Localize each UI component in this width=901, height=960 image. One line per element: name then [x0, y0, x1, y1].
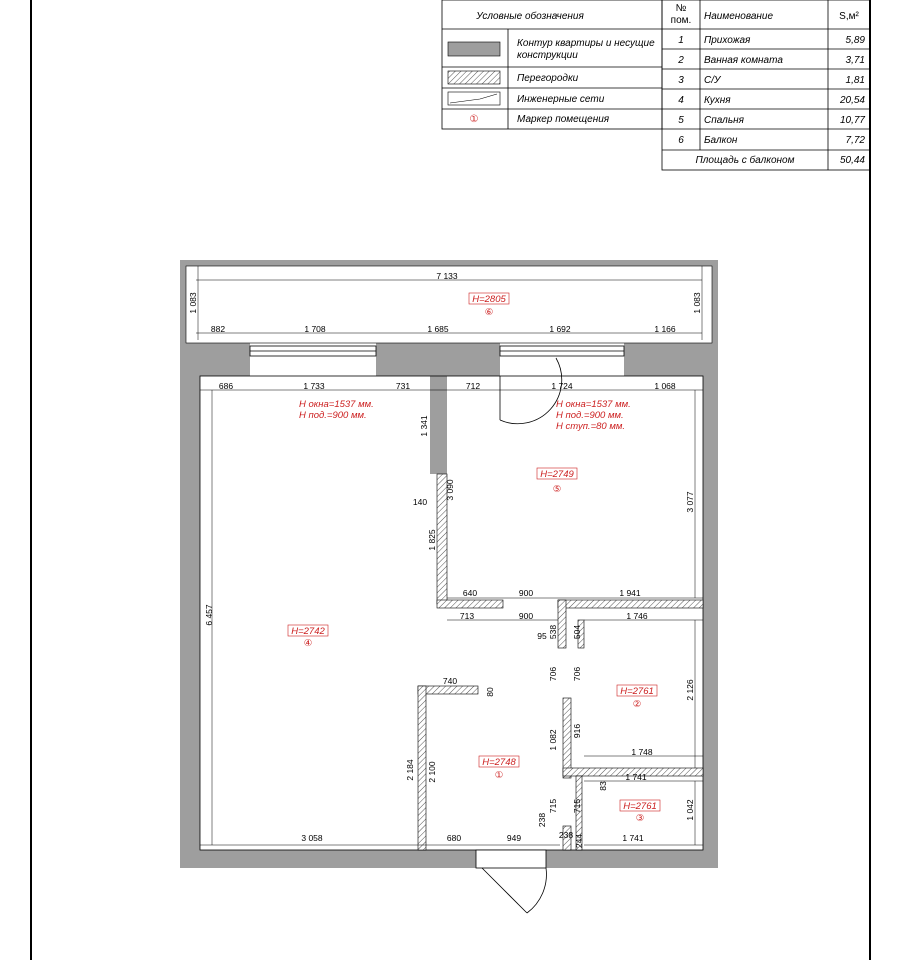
col-num-header-line2: пом. — [670, 15, 692, 26]
floor-plan — [180, 260, 718, 913]
row-num: 2 — [678, 55, 684, 66]
dim-2126: 2 126 — [685, 679, 695, 701]
total-label: Площадь с балконом — [695, 155, 795, 166]
legend-item-walls: Контур квартиры и несущие — [517, 38, 655, 49]
hallway-marker: ① — [494, 770, 504, 781]
dim-1708: 1 708 — [304, 324, 326, 334]
dim-900b: 900 — [518, 611, 534, 621]
dim-900a: 900 — [518, 588, 534, 598]
dim-balcony-right: 1 083 — [692, 292, 702, 314]
col-name-header: Наименование — [704, 11, 774, 22]
dim-1166: 1 166 — [654, 324, 676, 334]
kitchen-window-note: Н окна=1537 мм. — [299, 399, 374, 410]
dim-731: 731 — [395, 381, 411, 391]
row-name: С/У — [704, 75, 721, 86]
row-area: 7,72 — [845, 135, 865, 146]
kitchen-height-tag: H=2742 — [291, 626, 325, 637]
dim-712: 712 — [465, 381, 481, 391]
bathroom-marker: ② — [632, 699, 642, 710]
legend-title: Условные обозначения — [476, 11, 584, 22]
dim-706a: 706 — [548, 666, 558, 682]
dim-1741a: 1 741 — [625, 772, 647, 782]
dim-total-width: 7 133 — [436, 271, 458, 281]
dim-6457: 6 457 — [204, 604, 214, 626]
dim-1825: 1 825 — [427, 529, 437, 551]
dim-244: 244 — [574, 833, 584, 849]
rooms-table — [662, 0, 870, 170]
legend-item-walls-line2: конструкции — [517, 50, 578, 61]
wc-height-tag: H=2761 — [623, 801, 657, 812]
dim-538: 538 — [548, 624, 558, 640]
partitions — [418, 474, 703, 850]
row-name: Спальня — [704, 115, 744, 126]
row-area: 3,71 — [845, 55, 865, 66]
dim-740: 740 — [442, 676, 458, 686]
legend-item-marker: Маркер помещения — [517, 114, 610, 125]
wall-swatch — [448, 42, 500, 56]
kitchen-window-note: Н под.=900 мм. — [299, 410, 367, 421]
bedroom-height-tag: H=2749 — [540, 469, 574, 480]
bedroom-marker: ⑤ — [552, 484, 562, 495]
balcony-marker: ⑥ — [484, 307, 494, 318]
dim-1068: 1 068 — [654, 381, 676, 391]
row-num: 4 — [678, 95, 684, 106]
wc-marker: ③ — [635, 813, 645, 824]
dim-1341: 1 341 — [419, 415, 429, 437]
dim-715a: 715 — [548, 798, 558, 814]
dim-686: 686 — [218, 381, 234, 391]
dim-504: 504 — [572, 624, 582, 640]
dim-1746: 1 746 — [626, 611, 648, 621]
dim-2184: 2 184 — [405, 759, 415, 781]
dim-1082: 1 082 — [548, 729, 558, 751]
dim-238a: 238 — [537, 812, 547, 828]
bathroom-height-tag: H=2761 — [620, 686, 654, 697]
partition-swatch — [448, 71, 500, 84]
dim-882: 882 — [210, 324, 226, 334]
row-name: Ванная комната — [704, 55, 783, 66]
bedroom-window-note: Н под.=900 мм. — [556, 410, 624, 421]
dim-713: 713 — [459, 611, 475, 621]
dim-1685: 1 685 — [427, 324, 449, 334]
dim-balcony-left: 1 083 — [188, 292, 198, 314]
row-name: Кухня — [704, 95, 731, 106]
dim-80: 80 — [485, 687, 495, 697]
legend-table — [442, 0, 662, 129]
row-name: Балкон — [704, 135, 738, 146]
row-name: Прихожая — [704, 35, 751, 46]
col-area-header: S,м² — [839, 11, 859, 22]
bedroom-window-note: Н ступ.=80 мм. — [556, 421, 625, 432]
dim-1692: 1 692 — [549, 324, 571, 334]
dim-949: 949 — [506, 833, 522, 843]
row-area: 20,54 — [839, 95, 865, 106]
legend-item-partitions: Перегородки — [517, 73, 579, 84]
row-num: 5 — [678, 115, 684, 126]
row-area: 1,81 — [845, 75, 865, 86]
col-num-header: № — [675, 3, 687, 14]
balcony-height-tag: H=2805 — [472, 294, 506, 305]
dim-715b: 715 — [572, 798, 582, 814]
dim-680: 680 — [446, 833, 462, 843]
dim-916: 916 — [572, 723, 582, 739]
dim-95: 95 — [537, 631, 547, 641]
dim-640: 640 — [462, 588, 478, 598]
dim-1733: 1 733 — [303, 381, 325, 391]
dim-1741b: 1 741 — [622, 833, 644, 843]
row-num: 6 — [678, 135, 684, 146]
dim-3090: 3 090 — [445, 479, 455, 501]
window-notes — [299, 399, 631, 432]
dim-1042: 1 042 — [685, 799, 695, 821]
dim-1941: 1 941 — [619, 588, 641, 598]
dim-140: 140 — [412, 497, 428, 507]
dim-2100: 2 100 — [427, 761, 437, 783]
row-num: 3 — [678, 75, 684, 86]
total-value: 50,44 — [839, 155, 865, 166]
room-marker-icon: ① — [469, 114, 479, 125]
dim-238b: 238 — [558, 830, 574, 840]
bedroom-window-note: Н окна=1537 мм. — [556, 399, 631, 410]
row-num: 1 — [678, 35, 684, 46]
dim-3077: 3 077 — [685, 491, 695, 513]
utility-swatch — [448, 92, 500, 105]
dim-1748: 1 748 — [631, 747, 653, 757]
hallway-height-tag: H=2748 — [482, 757, 516, 768]
dim-1724: 1 724 — [551, 381, 573, 391]
dim-706b: 706 — [572, 666, 582, 682]
dim-83: 83 — [598, 781, 608, 791]
row-area: 10,77 — [839, 115, 865, 126]
kitchen-marker: ④ — [303, 638, 313, 649]
legend-item-utilities: Инженерные сети — [517, 94, 605, 105]
row-area: 5,89 — [845, 35, 865, 46]
dim-3058: 3 058 — [301, 833, 323, 843]
